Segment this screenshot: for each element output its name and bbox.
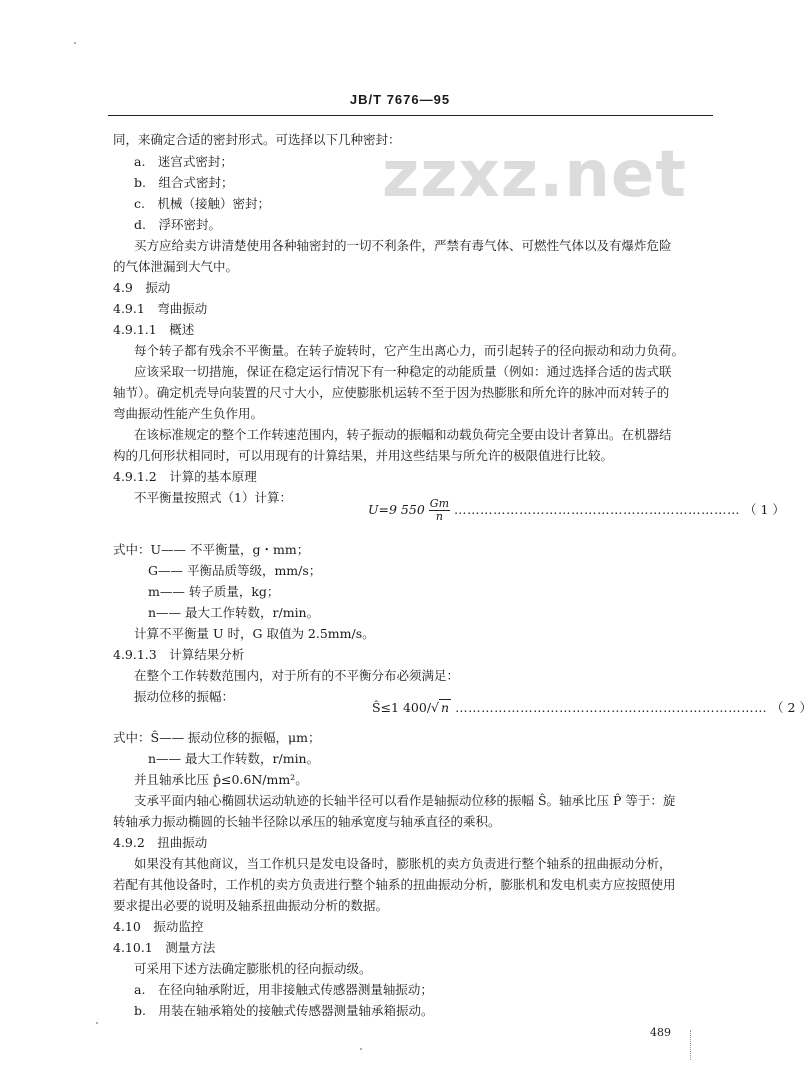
document-header: JB/T 7676—95 — [349, 92, 451, 107]
text-line: m—— 转子质量，kg； — [148, 584, 280, 599]
text-line: 要求提出必要的说明及轴系扭曲振动分析的数据。 — [113, 898, 389, 913]
text-line: G—— 平衡品质等级，mm/s； — [148, 563, 322, 578]
text-line: 4.9.1 弯曲振动 — [113, 301, 208, 316]
text-line: c. 机械（接触）密封； — [134, 196, 270, 211]
text-line: 计算不平衡量 U 时，G 取值为 2.5mm/s。 — [134, 626, 375, 641]
equation-1-label: （ 1 ） — [743, 502, 785, 517]
text-line: 并且轴承比压 p̂≤0.6N/mm²。 — [134, 772, 308, 787]
equation-2-radicand: n — [441, 700, 450, 715]
equation-1 — [368, 498, 785, 523]
text-line: 4.10 振动监控 — [113, 919, 204, 934]
text-line: a. 迷宫式密封； — [134, 154, 233, 169]
equation-2-leader: ……………………………………………………………… — [455, 700, 768, 715]
text-line: 4.9.1.3 计算结果分析 — [113, 647, 245, 662]
text-line: 如果没有其他商议，当工作机只是发电设备时，膨胀机的卖方负责进行整个轴系的扭曲振动分析， — [134, 856, 672, 871]
equation-2-label: （ 2 ） — [771, 700, 812, 715]
scan-speck — [360, 1048, 362, 1050]
text-line: 同，来确定合适的密封形式。可选择以下几种密封： — [113, 132, 401, 147]
text-line: 的气体泄漏到大气中。 — [113, 259, 239, 274]
text-line: 不平衡量按照式（1）计算： — [134, 490, 292, 505]
equation-1-leader: ………………………………………………………… — [453, 502, 740, 517]
scan-margin-line — [690, 1030, 691, 1060]
scan-speck — [74, 42, 76, 44]
text-line: 4.9.1.1 概述 — [113, 322, 195, 337]
equation-2 — [372, 698, 812, 716]
text-line: 4.9.2 扭曲振动 — [113, 835, 208, 850]
text-line: 应该采取一切措施，保证在稳定运行情况下有一种稳定的动能质量（例如：通过选择合适的齿式联 — [134, 364, 672, 379]
text-line: 4.10.1 测量方法 — [113, 940, 216, 955]
text-line: 轴节）。确定机壳导向装置的尺寸大小，应使膨胀机运转不至于因为热膨胀和所允许的脉冲而对转子的 — [113, 385, 670, 400]
text-line: d. 浮环密封。 — [134, 217, 221, 232]
header-rule — [108, 115, 713, 116]
equation-1-lhs: U=9 550 — [368, 502, 425, 517]
text-line: 4.9 振动 — [113, 280, 171, 295]
text-line: 转轴承力振动椭圆的长轴半径除以承压的轴承宽度与轴承直径的乘积。 — [113, 814, 501, 829]
text-line: 4.9.1.2 计算的基本原理 — [113, 469, 257, 484]
text-line: 式中：Ŝ—— 振动位移的振幅，μm； — [113, 730, 321, 745]
text-line: 式中：U—— 不平衡量，g・mm； — [113, 542, 310, 557]
text-line: 振动位移的振幅： — [134, 689, 235, 704]
equation-1-denominator: n — [435, 510, 443, 523]
text-line: 在该标准规定的整个工作转速范围内，转子振动的振幅和动载负荷完全要由设计者算出。在机器结 — [134, 427, 672, 442]
equation-2-lhs: Ŝ≤1 400/ — [372, 700, 432, 715]
equation-1-numerator: Gm — [429, 497, 449, 510]
text-line: n—— 最大工作转数，r/min。 — [148, 605, 320, 620]
text-line: b. 用装在轴承箱处的接触式传感器测量轴承箱振动。 — [134, 1003, 434, 1018]
text-line: 可采用下述方法确定膨胀机的径向振动级。 — [134, 961, 372, 976]
scan-speck — [96, 1022, 98, 1024]
text-line: b. 组合式密封； — [134, 175, 234, 190]
text-line: n—— 最大工作转数，r/min。 — [148, 751, 320, 766]
text-line: a. 在径向轴承附近，用非接触式传感器测量轴振动； — [134, 982, 433, 997]
text-line: 在整个工作转数范围内，对于所有的不平衡分布必须满足： — [134, 668, 460, 683]
page-number: 489 — [650, 1026, 671, 1039]
watermark-text: zzxz.net — [382, 138, 687, 212]
text-line: 每个转子都有残余不平衡量。在转子旋转时，它产生出离心力，而引起转子的径向振动和动力负荷。 — [134, 343, 685, 358]
equation-1-fraction — [429, 498, 450, 523]
sqrt-symbol: √ — [431, 700, 440, 715]
text-line: 支承平面内轴心椭圆状运动轨迹的长轴半径可以看作是轴振动位移的振幅 Ŝ。轴承比压 P̂ 等于：旋 — [134, 793, 676, 808]
text-line: 买方应给卖方讲清楚使用各种轴密封的一切不利条件，严禁有毒气体、可燃性气体以及有爆炸危险 — [134, 238, 672, 253]
text-line: 构的几何形状相同时，可以用现有的计算结果，并用这些结果与所允许的极限值进行比较。 — [113, 448, 614, 463]
text-line: 若配有其他设备时，工作机的卖方负责进行整个轴系的扭曲振动分析，膨胀机和发电机卖方应按照使用 — [113, 877, 676, 892]
text-line: 弯曲振动性能产生负作用。 — [113, 406, 264, 421]
